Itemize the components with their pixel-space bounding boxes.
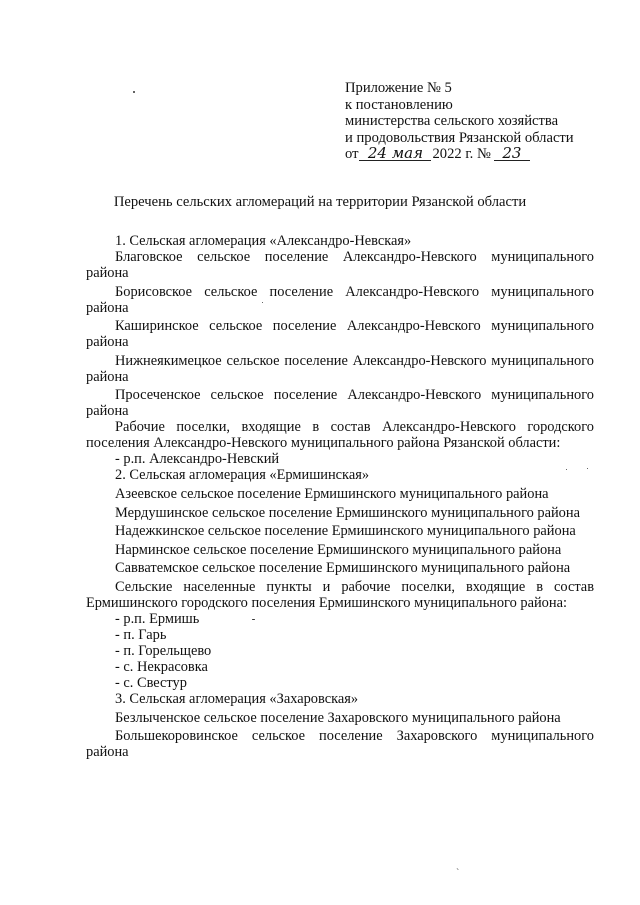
appendix-date-line — [345, 146, 605, 163]
settlement-item: Мердушинское сельское поселение Ермишинского муниципального района — [115, 504, 580, 521]
scan-speck — [262, 302, 263, 303]
village-item: - с. Свестур — [115, 674, 187, 691]
scan-mark: ` — [456, 868, 460, 879]
document-body — [86, 233, 594, 760]
village-item: - п. Гарь — [115, 626, 167, 643]
settlement-item: Борисовское сельское поселение Александро-Невского муниципального района — [86, 283, 594, 316]
date-year: 2022 г. № — [432, 146, 491, 162]
village-item: - с. Некрасовка — [115, 658, 208, 675]
handwritten-date: 24 мая — [359, 146, 431, 161]
villages-intro: Сельские населенные пункты и рабочие поселки, входящие в состав Ермишинского городского поселения Ермишинского муниципального района: — [86, 578, 594, 611]
appendix-ref-line: к постановлению — [345, 96, 453, 113]
date-prefix: от — [345, 146, 359, 162]
settlement-item: Большекоровинское сельское поселение Захаровского муниципального района — [86, 728, 594, 761]
settlement-item: Просеченское сельское поселение Александро-Невского муниципального района — [86, 387, 594, 420]
appendix-number: Приложение № 5 — [345, 80, 452, 96]
section-heading: 2. Сельская агломерация «Ермишинская» — [115, 467, 370, 484]
scan-speck — [133, 91, 135, 93]
section-heading: 3. Сельская агломерация «Захаровская» — [115, 690, 359, 707]
village-item: - п. Горельщево — [115, 642, 212, 659]
settlement-item: Савватемское сельское поселение Ермишинского муниципального района — [115, 560, 571, 577]
scan-speck — [566, 469, 567, 470]
settlement-item: Азеевское сельское поселение Ермишинского муниципального района — [115, 485, 549, 502]
settlement-item: Нарминское сельское поселение Ермишинского муниципального района — [115, 541, 562, 558]
scan-speck — [252, 619, 255, 620]
appendix-region-line: и продовольствия Рязанской области — [345, 129, 574, 146]
settlement-item: Надежкинское сельское поселение Ермишинского муниципального района — [115, 523, 576, 540]
settlement-item: Каширинское сельское поселение Александро-Невского муниципального района — [86, 318, 594, 351]
village-item: - р.п. Александро-Невский — [115, 451, 280, 468]
scan-speck — [587, 468, 588, 469]
villages-intro: Рабочие поселки, входящие в состав Александро-Невского городского поселения Александро-Невского муниципального района Рязанской области: — [86, 419, 594, 452]
settlement-item: Благовское сельское поселение Александро-Невского муниципального района — [86, 249, 594, 281]
settlement-item: Нижнеякимецкое сельское поселение Александро-Невского муниципального района — [86, 352, 594, 385]
village-item: - р.п. Ермишь — [115, 610, 200, 627]
document-title: Перечень сельских агломераций на территории Рязанской области — [113, 194, 527, 210]
settlement-item: Безлыченское сельское поселение Захаровского муниципального района — [115, 709, 561, 726]
handwritten-number: 23 — [494, 146, 530, 161]
appendix-header — [345, 80, 605, 163]
section-heading: 1. Сельская агломерация «Александро-Невская» — [115, 233, 412, 249]
appendix-ministry-line: министерства сельского хозяйства — [345, 113, 559, 129]
